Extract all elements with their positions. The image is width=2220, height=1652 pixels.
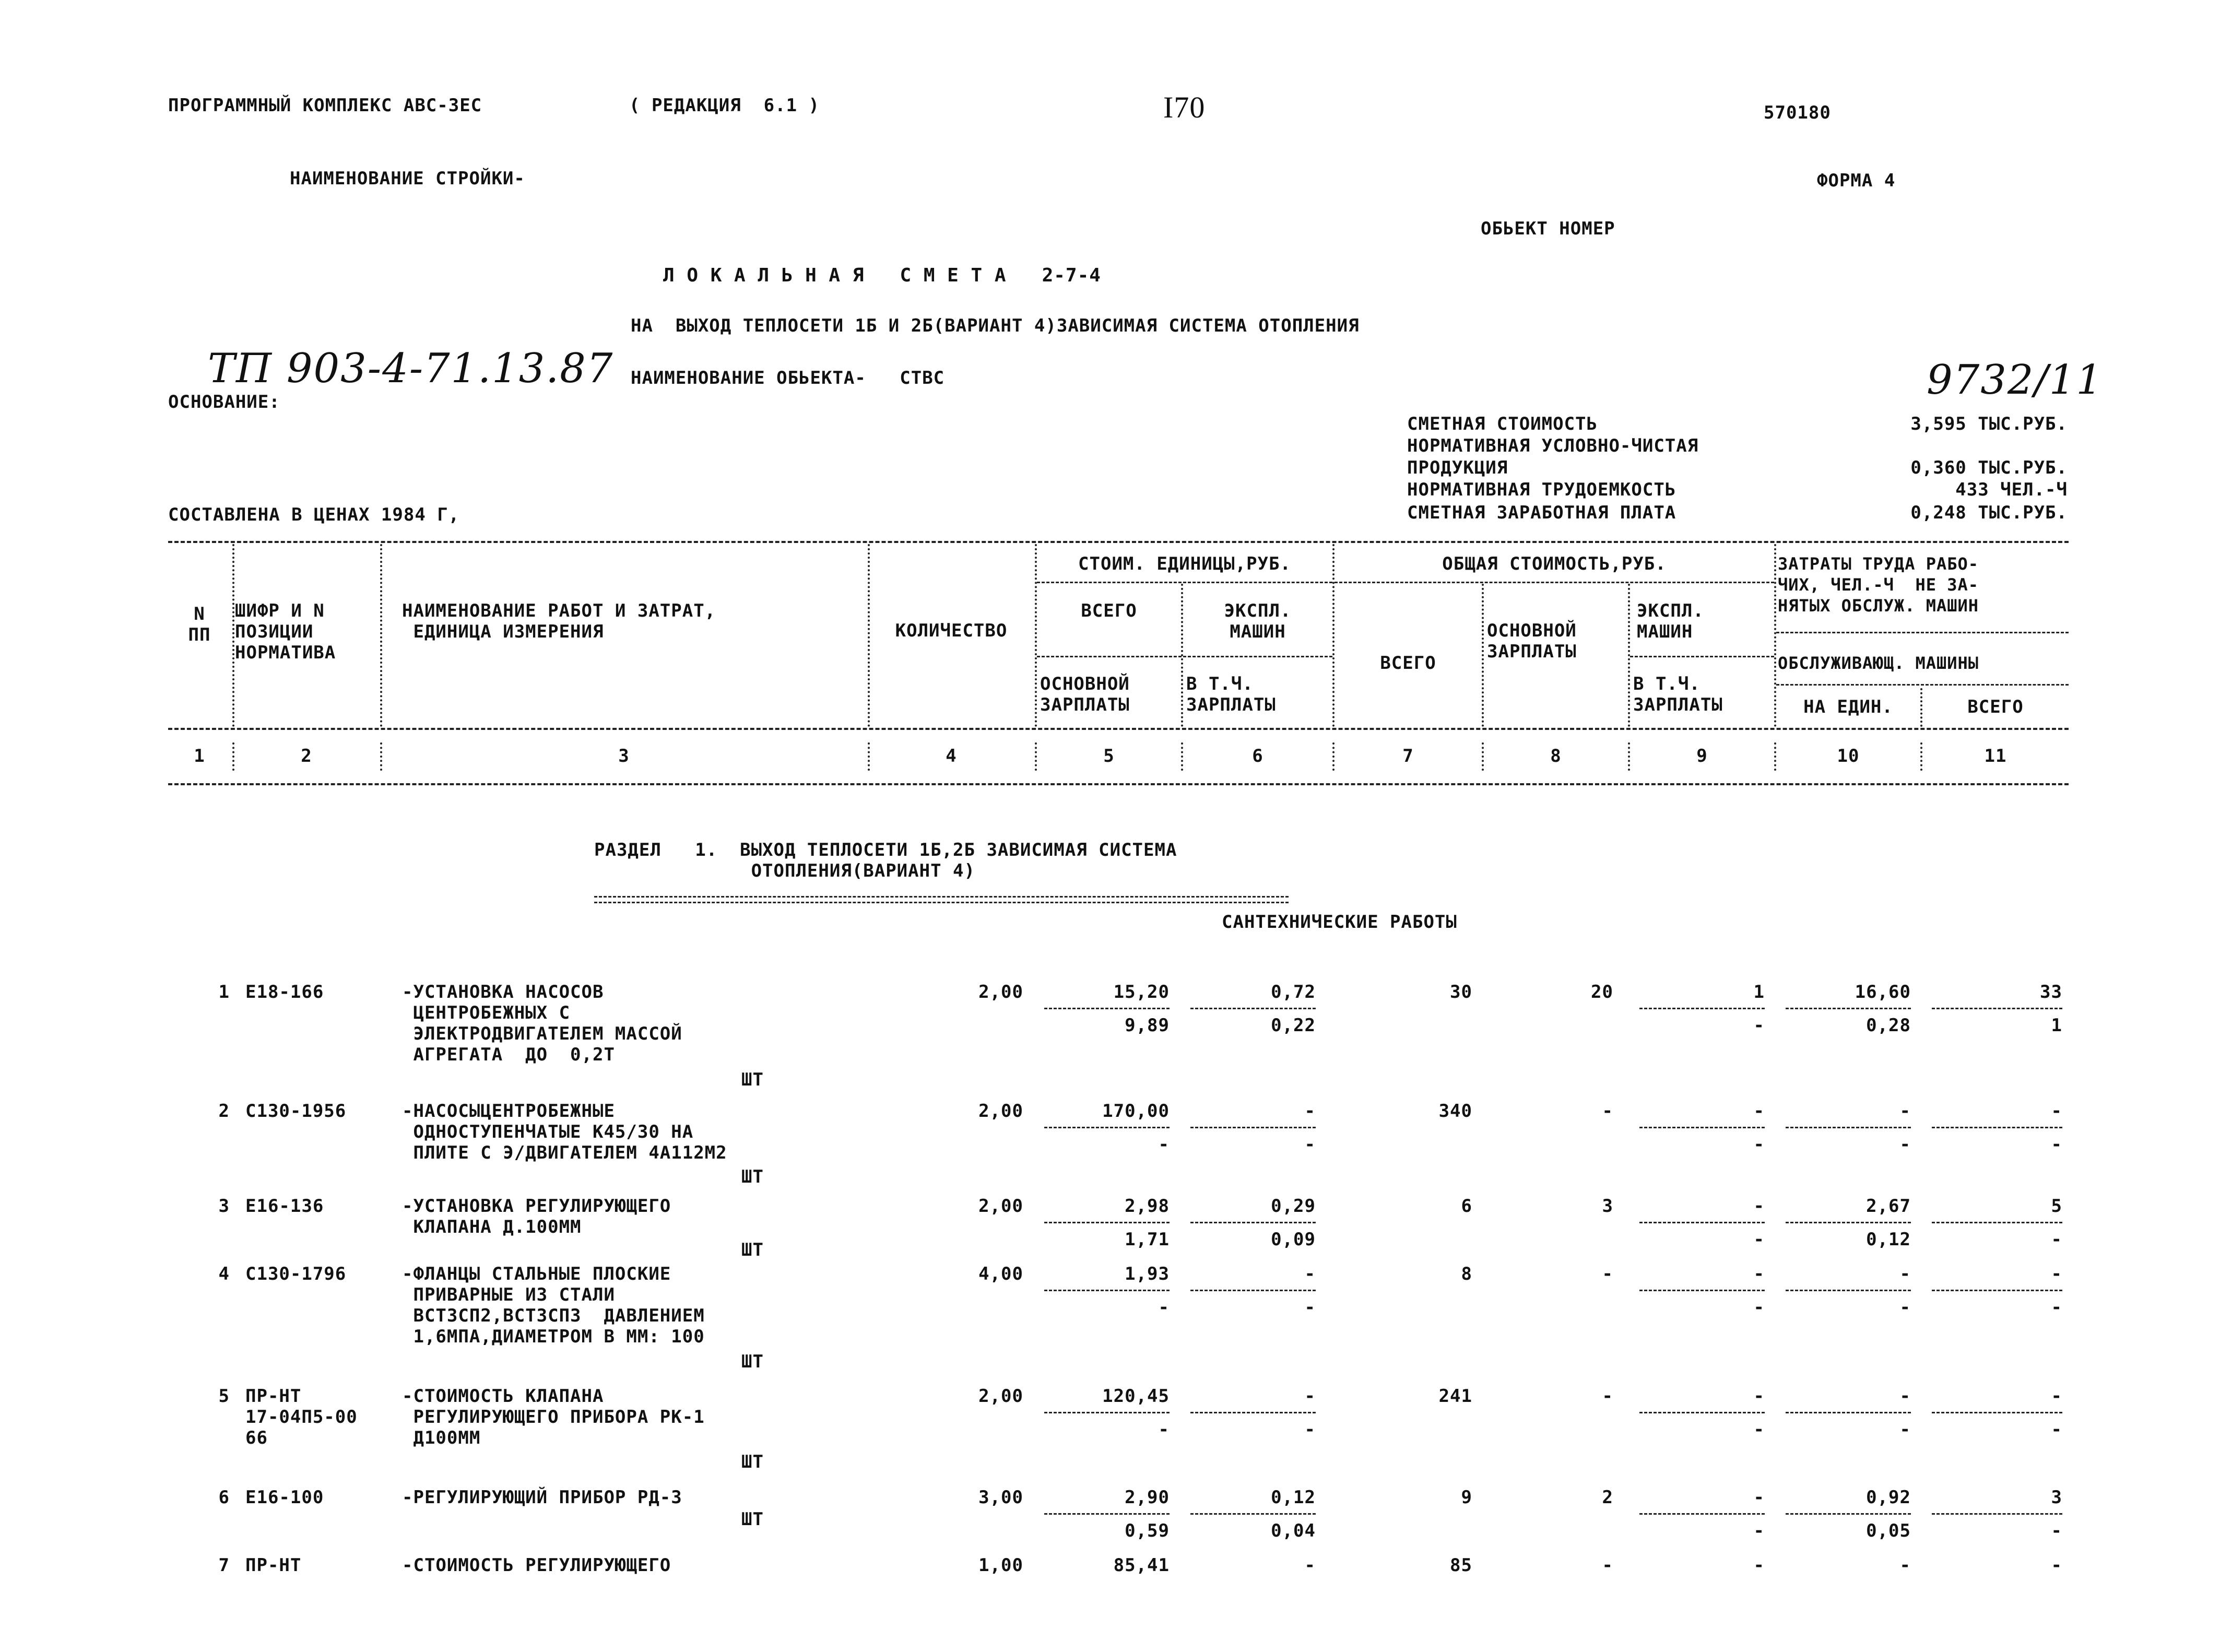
row-unit: ШТ	[741, 1351, 764, 1372]
row-c6-bottom: -	[1304, 1419, 1316, 1440]
row-c8: -	[1602, 1264, 1613, 1284]
row-c5-bottom: -	[1158, 1419, 1170, 1440]
row-c11: -	[2051, 1555, 2062, 1576]
row-quantity: 2,00	[978, 1196, 1023, 1217]
row-number: 2	[218, 1101, 230, 1122]
header-col5-bottom: ОСНОВНОЙ ЗАРПЛАТЫ	[1040, 674, 1130, 715]
section-underline	[594, 896, 1289, 903]
row-c8: -	[1602, 1555, 1613, 1576]
row-number: 6	[218, 1487, 230, 1508]
summary-label: НОРМАТИВНАЯ ТРУДОЕМКОСТЬ	[1407, 479, 1676, 500]
row-c9: -	[1753, 1264, 1765, 1284]
header-col5-top: ВСЕГО	[1081, 600, 1137, 621]
numbers-bottom-rule	[168, 783, 2069, 785]
row-code: С130-1956	[245, 1101, 347, 1122]
row-c10-bottom: -	[1899, 1297, 1911, 1318]
row-c8: 20	[1591, 982, 1613, 1002]
cell-subrule	[1932, 1513, 2062, 1515]
header-subrule	[1037, 582, 1332, 583]
row-code: ПР-НТ 17-04П5-00 66	[245, 1386, 358, 1448]
row-c10: 0,92	[1866, 1487, 1911, 1508]
header-col1: N ПП	[188, 604, 211, 645]
row-c5: 2,90	[1125, 1487, 1170, 1508]
row-quantity: 2,00	[978, 1101, 1023, 1122]
summary-value: 3,595 ТЫС.РУБ.	[1910, 414, 2068, 434]
row-c5: 85,41	[1113, 1555, 1170, 1576]
column-number: 9	[1696, 746, 1708, 766]
row-c7: 6	[1461, 1196, 1472, 1217]
row-c9: 1	[1753, 982, 1765, 1002]
header-subrule	[1776, 632, 2069, 633]
column-divider	[1628, 742, 1630, 771]
row-c8: 3	[1602, 1196, 1613, 1217]
cell-subrule	[1639, 1412, 1765, 1413]
row-c10: -	[1899, 1101, 1911, 1122]
column-number: 8	[1550, 746, 1562, 766]
row-c6-bottom: 0,04	[1271, 1520, 1316, 1541]
estimate-title: Л О К А Л Ь Н А Я С М Е Т А 2-7-4	[663, 265, 1101, 286]
header-col3: НАИМЕНОВАНИЕ РАБОТ И ЗАТРАТ, ЕДИНИЦА ИЗМЕРЕНИЯ	[402, 600, 716, 642]
row-c8: 2	[1602, 1487, 1613, 1508]
row-number: 7	[218, 1555, 230, 1576]
summary-label: НОРМАТИВНАЯ УСЛОВНО-ЧИСТАЯ	[1407, 435, 1699, 456]
cell-subrule	[1044, 1222, 1170, 1223]
row-code: Е16-100	[245, 1487, 324, 1508]
cell-subrule	[1639, 1222, 1765, 1223]
row-c7: 241	[1438, 1386, 1472, 1407]
row-c5-bottom: 0,59	[1125, 1520, 1170, 1541]
column-number: 10	[1837, 746, 1860, 766]
row-c11-bottom: -	[2051, 1419, 2062, 1440]
document-code: 570180	[1764, 102, 1831, 123]
row-name: -РЕГУЛИРУЮЩИЙ ПРИБОР РД-3	[402, 1487, 682, 1508]
page-number: I70	[1163, 90, 1206, 124]
row-name: -СТОИМОСТЬ КЛАПАНА РЕГУЛИРУЮЩЕГО ПРИБОРА РК-1 Д100ММ	[402, 1386, 705, 1448]
price-level: СОСТАВЛЕНА В ЦЕНАХ 1984 Г,	[168, 504, 460, 525]
row-quantity: 2,00	[978, 982, 1023, 1002]
row-c6-bottom: 0,09	[1271, 1229, 1316, 1250]
column-divider	[1482, 584, 1484, 727]
row-c7: 85	[1450, 1555, 1472, 1576]
construction-label: НАИМЕНОВАНИЕ СТРОЙКИ-	[290, 168, 525, 189]
cell-subrule	[1190, 1290, 1316, 1291]
header-total-cost: ОБЩАЯ СТОИМОСТЬ,РУБ.	[1442, 553, 1667, 574]
cell-subrule	[1044, 1127, 1170, 1128]
row-c9-bottom: -	[1753, 1134, 1765, 1155]
row-number: 4	[218, 1264, 230, 1284]
cell-subrule	[1639, 1290, 1765, 1291]
row-code: Е16-136	[245, 1196, 324, 1217]
summary-label: СМЕТНАЯ СТОИМОСТЬ	[1407, 414, 1598, 434]
cell-subrule	[1044, 1412, 1170, 1413]
row-c9: -	[1753, 1196, 1765, 1217]
column-number: 5	[1103, 746, 1115, 766]
row-name: -УСТАНОВКА НАСОСОВ ЦЕНТРОБЕЖНЫХ С ЭЛЕКТРОДВИГАТЕЛЕМ МАССОЙ АГРЕГАТА ДО 0,2Т	[402, 982, 682, 1065]
row-c11: 5	[2051, 1196, 2062, 1217]
row-c6: 0,12	[1271, 1487, 1316, 1508]
row-c6: 0,29	[1271, 1196, 1316, 1217]
cell-subrule	[1190, 1513, 1316, 1515]
row-c7: 9	[1461, 1487, 1472, 1508]
row-c10-bottom: 0,05	[1866, 1520, 1911, 1541]
column-divider	[1332, 742, 1335, 771]
row-c9: -	[1753, 1101, 1765, 1122]
row-c9: -	[1753, 1386, 1765, 1407]
section-subtitle: САНТЕХНИЧЕСКИЕ РАБОТЫ	[1222, 912, 1457, 933]
cell-subrule	[1044, 1008, 1170, 1009]
row-c11-bottom: -	[2051, 1134, 2062, 1155]
row-unit: ШТ	[741, 1166, 764, 1187]
header-subrule	[1776, 684, 2069, 686]
row-c9-bottom: -	[1753, 1297, 1765, 1318]
row-c10-bottom: 0,28	[1866, 1015, 1911, 1036]
row-name: -ФЛАНЦЫ СТАЛЬНЫЕ ПЛОСКИЕ ПРИВАРНЫЕ ИЗ СТАЛИ ВСТ3СП2,ВСТ3СП3 ДАВЛЕНИЕМ 1,6МПА,ДИАМЕТРОМ В ММ: 100	[402, 1264, 705, 1347]
cell-subrule	[1786, 1412, 1911, 1413]
edition: ( РЕДАКЦИЯ 6.1 )	[629, 95, 820, 116]
row-c6: -	[1304, 1386, 1316, 1407]
row-c6-bottom: -	[1304, 1297, 1316, 1318]
row-c6: -	[1304, 1555, 1316, 1576]
row-quantity: 2,00	[978, 1386, 1023, 1407]
header-col4: КОЛИЧЕСТВО	[895, 620, 1008, 641]
cell-subrule	[1639, 1127, 1765, 1128]
row-c11: -	[2051, 1101, 2062, 1122]
row-c5-bottom: 9,89	[1125, 1015, 1170, 1036]
header-subrule	[1335, 582, 1774, 583]
row-unit: ШТ	[741, 1240, 764, 1260]
row-number: 1	[218, 982, 230, 1002]
row-name: -НАСОСЫЦЕНТРОБЕЖНЫЕ ОДНОСТУПЕНЧАТЫЕ К45/30 НА ПЛИТЕ С Э/ДВИГАТЕЛЕМ 4А112М2	[402, 1101, 727, 1163]
header-col9-top: ЭКСПЛ. МАШИН	[1637, 600, 1704, 642]
column-divider	[380, 742, 382, 771]
cell-subrule	[1190, 1127, 1316, 1128]
header-labor: ЗАТРАТЫ ТРУДА РАБО- ЧИХ, ЧЕЛ.-Ч НЕ ЗА- НЯТЫХ ОБСЛУЖ. МАШИН	[1778, 554, 1979, 616]
cell-subrule	[1044, 1290, 1170, 1291]
column-number: 4	[946, 746, 957, 766]
handwritten-archive-number: 9732/11	[1927, 357, 2104, 404]
column-divider	[232, 742, 234, 771]
summary-label: ПРОДУКЦИЯ	[1407, 457, 1508, 478]
header-col6-bottom: В Т.Ч. ЗАРПЛАТЫ	[1186, 674, 1276, 715]
row-c10: -	[1899, 1264, 1911, 1284]
column-divider	[380, 544, 382, 727]
header-col9-bottom: В Т.Ч. ЗАРПЛАТЫ	[1633, 674, 1723, 715]
header-labor-sub: ОБСЛУЖИВАЮЩ. МАШИНЫ	[1778, 653, 1979, 673]
row-name: -СТОИМОСТЬ РЕГУЛИРУЮЩЕГО	[402, 1555, 671, 1576]
row-c9: -	[1753, 1555, 1765, 1576]
column-divider	[1774, 742, 1776, 771]
cell-subrule	[1932, 1290, 2062, 1291]
row-unit: ШТ	[741, 1452, 764, 1472]
header-unit-cost: СТОИМ. ЕДИНИЦЫ,РУБ.	[1078, 553, 1291, 574]
row-c5: 1,93	[1125, 1264, 1170, 1284]
row-c11: 33	[2040, 982, 2062, 1002]
row-c6: 0,72	[1271, 982, 1316, 1002]
header-col11: ВСЕГО	[1967, 697, 2024, 717]
row-c10: 2,67	[1866, 1196, 1911, 1217]
row-c11-bottom: 1	[2051, 1015, 2062, 1036]
cell-subrule	[1190, 1222, 1316, 1223]
row-unit: ШТ	[741, 1069, 764, 1090]
cell-subrule	[1786, 1127, 1911, 1128]
column-number: 11	[1984, 746, 2007, 766]
cell-subrule	[1639, 1008, 1765, 1009]
header-col8: ОСНОВНОЙ ЗАРПЛАТЫ	[1487, 620, 1577, 662]
program-name: ПРОГРАММНЫЙ КОМПЛЕКС АВС-3ЕС	[168, 95, 482, 116]
column-divider	[1482, 742, 1484, 771]
estimate-subject: НА ВЫХОД ТЕПЛОСЕТИ 1Б И 2Б(ВАРИАНТ 4)ЗАВИСИМАЯ СИСТЕМА ОТОПЛЕНИЯ	[631, 315, 1360, 336]
row-number: 3	[218, 1196, 230, 1217]
column-number: 3	[618, 746, 630, 766]
row-c10: -	[1899, 1386, 1911, 1407]
row-quantity: 4,00	[978, 1264, 1023, 1284]
row-c5: 120,45	[1102, 1386, 1170, 1407]
row-code: ПР-НТ	[245, 1555, 302, 1576]
row-code: С130-1796	[245, 1264, 347, 1284]
row-c7: 340	[1438, 1101, 1472, 1122]
header-col10: НА ЕДИН.	[1803, 697, 1893, 717]
row-c11-bottom: -	[2051, 1297, 2062, 1318]
row-c9-bottom: -	[1753, 1229, 1765, 1250]
column-number: 7	[1402, 746, 1414, 766]
header-subrule	[1037, 656, 1332, 657]
row-c11: 3	[2051, 1487, 2062, 1508]
cell-subrule	[1190, 1008, 1316, 1009]
row-number: 5	[218, 1386, 230, 1407]
cell-subrule	[1786, 1008, 1911, 1009]
object-number-label: ОБЬЕКТ НОМЕР	[1481, 218, 1615, 239]
row-c9-bottom: -	[1753, 1015, 1765, 1036]
row-code: Е18-166	[245, 982, 324, 1002]
row-c5-bottom: 1,71	[1125, 1229, 1170, 1250]
row-quantity: 1,00	[978, 1555, 1023, 1576]
column-divider	[1920, 742, 1922, 771]
row-c11: -	[2051, 1264, 2062, 1284]
cell-subrule	[1786, 1290, 1911, 1291]
cell-subrule	[1932, 1412, 2062, 1413]
cell-subrule	[1190, 1412, 1316, 1413]
row-name: -УСТАНОВКА РЕГУЛИРУЮЩЕГО КЛАПАНА Д.100ММ	[402, 1196, 671, 1237]
header-col2: ШИФР И N ПОЗИЦИИ НОРМАТИВА	[235, 600, 336, 663]
row-quantity: 3,00	[978, 1487, 1023, 1508]
column-divider	[1035, 742, 1037, 771]
column-number: 6	[1252, 746, 1263, 766]
section-title: РАЗДЕЛ 1. ВЫХОД ТЕПЛОСЕТИ 1Б,2Б ЗАВИСИМАЯ СИСТЕМА ОТОПЛЕНИЯ(ВАРИАНТ 4)	[594, 840, 1177, 881]
row-c6-bottom: 0,22	[1271, 1015, 1316, 1036]
header-subrule	[1630, 656, 1774, 657]
cell-subrule	[1932, 1127, 2062, 1128]
header-col6-top: ЭКСПЛ. МАШИН	[1224, 600, 1292, 642]
form-label: ФОРМА 4	[1817, 170, 1896, 191]
row-c5-bottom: -	[1158, 1134, 1170, 1155]
cell-subrule	[1786, 1513, 1911, 1515]
column-number: 2	[301, 746, 312, 766]
cell-subrule	[1932, 1222, 2062, 1223]
row-c11-bottom: -	[2051, 1520, 2062, 1541]
column-divider	[868, 742, 870, 771]
row-c6: -	[1304, 1264, 1316, 1284]
summary-label: СМЕТНАЯ ЗАРАБОТНАЯ ПЛАТА	[1407, 502, 1676, 523]
cell-subrule	[1932, 1008, 2062, 1009]
row-c10: 16,60	[1855, 982, 1911, 1002]
column-divider	[1628, 584, 1630, 727]
row-c11-bottom: -	[2051, 1229, 2062, 1250]
cell-subrule	[1786, 1222, 1911, 1223]
row-c9: -	[1753, 1487, 1765, 1508]
table-top-rule	[168, 541, 2069, 543]
row-c6-bottom: -	[1304, 1134, 1316, 1155]
summary-value: 0,360 ТЫС.РУБ.	[1910, 457, 2068, 478]
row-c5-bottom: -	[1158, 1297, 1170, 1318]
row-c5: 15,20	[1113, 982, 1170, 1002]
summary-value: 433 ЧЕЛ.-Ч	[1955, 479, 2068, 500]
cell-subrule	[1639, 1513, 1765, 1515]
handwritten-project-code: ТП 903-4-71.13.87	[208, 345, 614, 392]
row-c10-bottom: -	[1899, 1134, 1911, 1155]
row-c8: -	[1602, 1101, 1613, 1122]
row-c6: -	[1304, 1101, 1316, 1122]
cell-subrule	[1044, 1513, 1170, 1515]
column-divider	[232, 544, 234, 727]
header-bottom-rule	[168, 728, 2069, 730]
row-c8: -	[1602, 1386, 1613, 1407]
header-col7: ВСЕГО	[1380, 653, 1436, 674]
row-c10-bottom: -	[1899, 1419, 1911, 1440]
row-c5: 2,98	[1125, 1196, 1170, 1217]
row-unit: ШТ	[741, 1509, 764, 1530]
row-c7: 8	[1461, 1264, 1472, 1284]
column-divider	[1181, 742, 1183, 771]
row-c11: -	[2051, 1386, 2062, 1407]
row-c7: 30	[1450, 982, 1472, 1002]
row-c9-bottom: -	[1753, 1520, 1765, 1541]
summary-value: 0,248 ТЫС.РУБ.	[1910, 502, 2068, 523]
object-name: НАИМЕНОВАНИЕ ОБЬЕКТА- СТВС	[631, 368, 945, 388]
basis-label: ОСНОВАНИЕ:	[168, 392, 280, 412]
row-c9-bottom: -	[1753, 1419, 1765, 1440]
row-c5: 170,00	[1102, 1101, 1170, 1122]
row-c10: -	[1899, 1555, 1911, 1576]
column-number: 1	[194, 746, 205, 766]
row-c10-bottom: 0,12	[1866, 1229, 1911, 1250]
